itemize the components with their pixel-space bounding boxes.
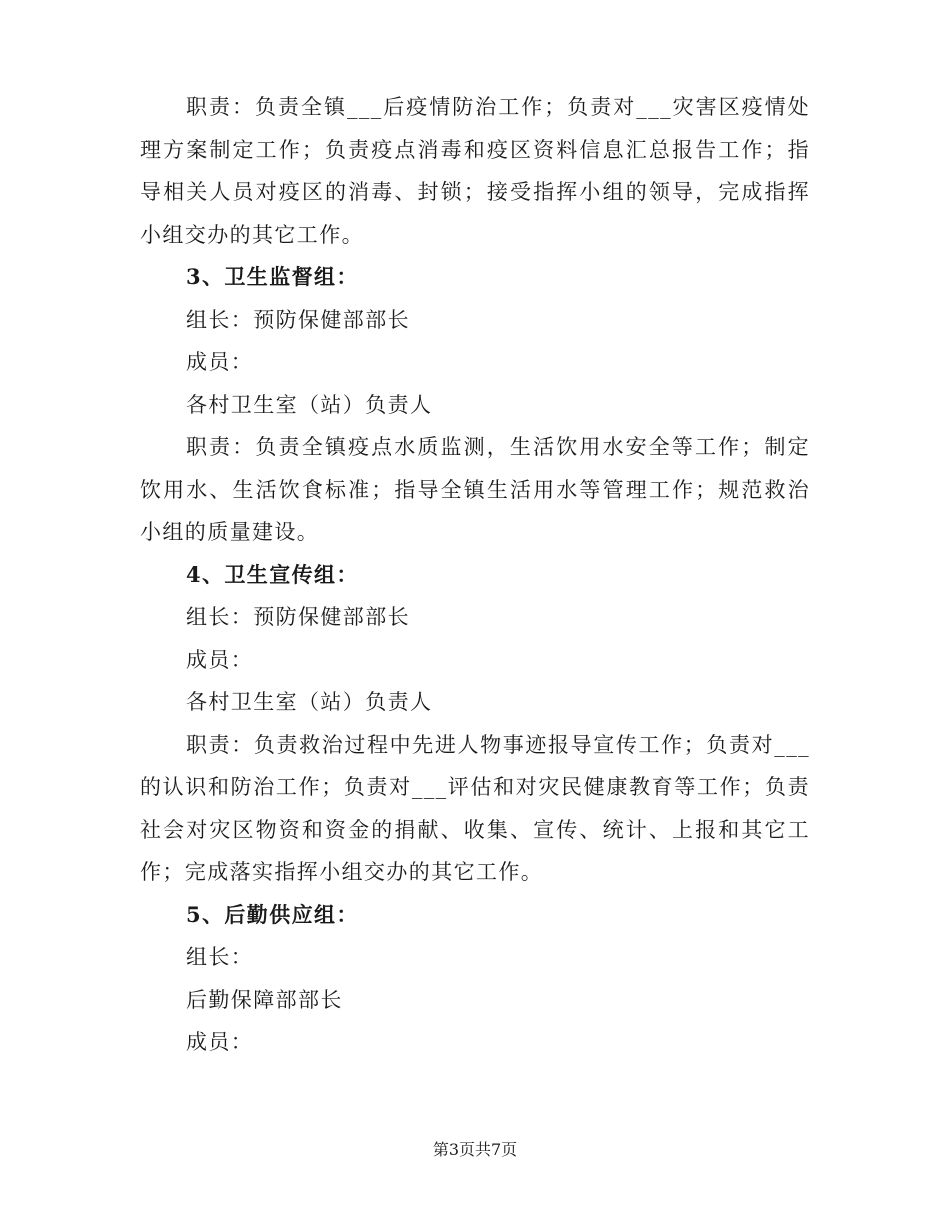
section-heading-logistics: 5、后勤供应组：	[186, 901, 359, 927]
paragraph-supervision-duties: 职责：负责全镇疫点水质监测，生活饮用水安全等工作；制定饮用水、生活饮食标准；指导全镇生活用水等管理工作；规范救治小组的质量建设。	[140, 435, 810, 544]
paragraph-supervision-members: 成员：	[186, 350, 254, 374]
paragraph-publicity-duties: 职责：负责救治过程中先进人物事迹报导宣传工作；负责对___的认识和防治工作；负责对___评估和对灾民健康教育等工作；负责社会对灾区物资和资金的捐献、收集、宣传、统计、上报和其它工作；完成落实指挥小组交办的其它工作。	[140, 732, 810, 884]
section-heading-health-publicity: 4、卫生宣传组：	[186, 561, 359, 587]
document-body	[140, 86, 810, 1064]
paragraph-supervision-members-list: 各村卫生室（站）负责人	[186, 392, 433, 417]
paragraph-logistics-leader-name: 后勤保障部部长	[186, 987, 343, 1012]
paragraph-publicity-members: 成员：	[186, 647, 254, 672]
section-heading-health-supervision: 3、卫生监督组：	[186, 264, 359, 289]
paragraph-supervision-leader: 组长：预防保健部部长	[186, 307, 410, 332]
paragraph-publicity-leader: 组长：预防保健部部长	[186, 605, 410, 629]
paragraph-duties-epidemic: 职责：负责全镇___后疫情防治工作；负责对___灾害区疫情处理方案制定工作；负责疫点消毒和疫区资料信息汇总报告工作；指导相关人员对疫区的消毒、封锁；接受指挥小组的领导，完成指挥小组交办的其它工作。	[140, 95, 810, 247]
paragraph-logistics-members: 成员：	[186, 1030, 254, 1054]
paragraph-logistics-leader: 组长：	[186, 945, 254, 969]
paragraph-publicity-members-list: 各村卫生室（站）负责人	[186, 690, 433, 714]
page-number-footer: 第3页共7页	[432, 1140, 518, 1159]
